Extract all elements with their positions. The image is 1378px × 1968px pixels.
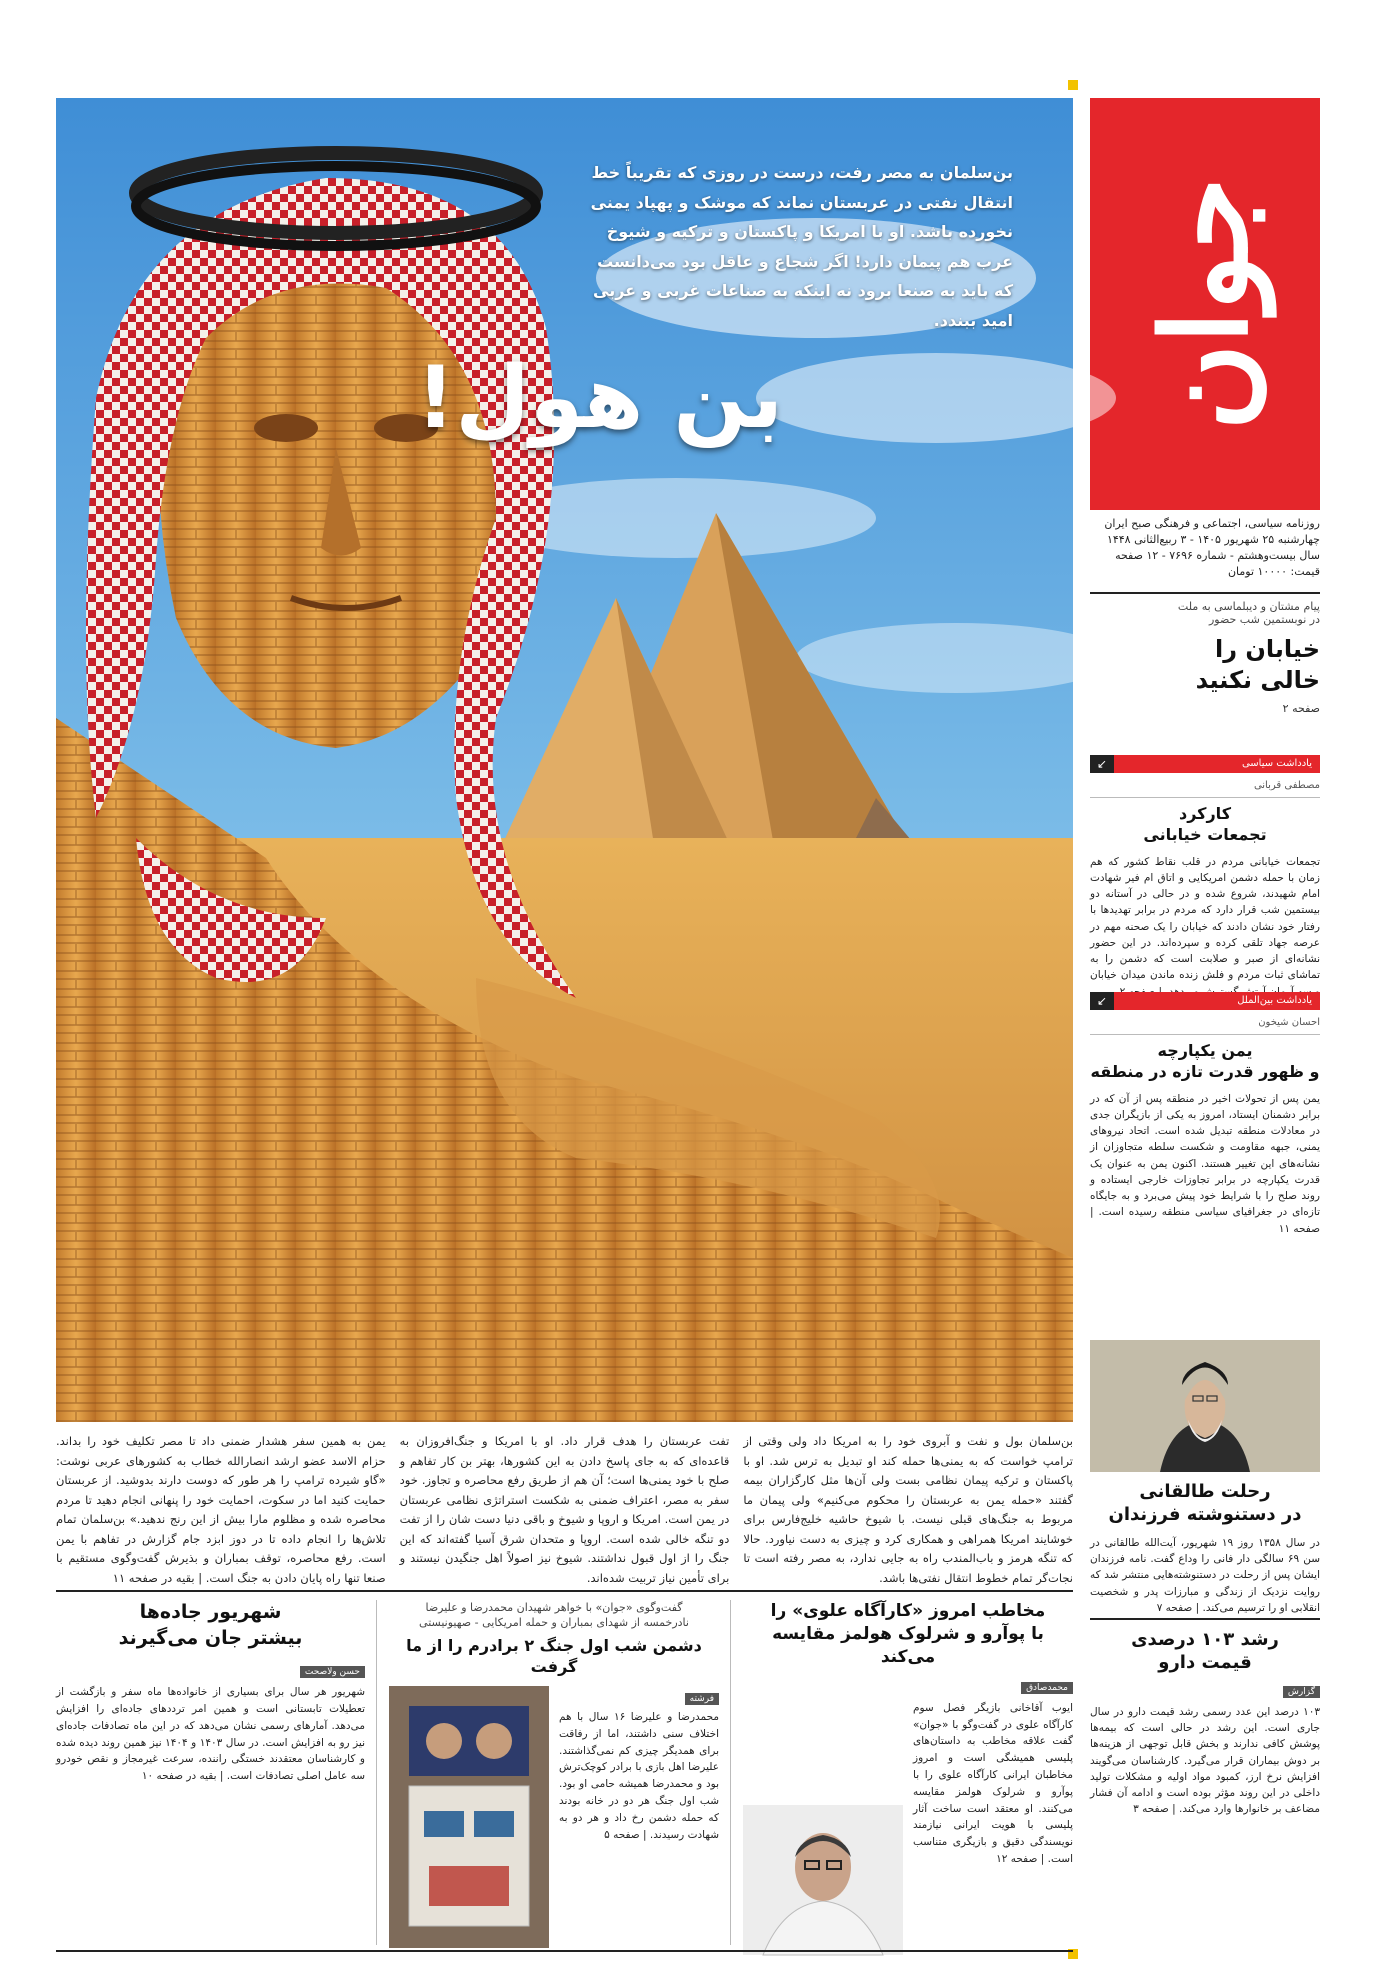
byline: حسن ولاصحت [300, 1666, 365, 1678]
headline: رشد ۱۰۳ درصدی [1131, 1629, 1279, 1650]
note-label: یادداشت بین‌الملل [1114, 992, 1320, 1010]
author: مصطفی قربانی [1253, 780, 1320, 791]
kicker: پیام مشتان و دیبلماسی به ملت [1177, 600, 1320, 613]
note-body: تجمعات خیابانی مردم در قلب نقاط کشور که هم زمان با حمله دشمن امریکایی و اتاق ام فیر شهادت امام شهیدند، شروع شده و در حالی در آستانه دو بیستمین شب قرار دارد که مردم در برابر تهدیدها با رفتار خود نشان دادند که خیابان را یک صحنه مهم در عرصه جهاد تلقی کرده و سپرده‌اند. در این حضور نشانه‌ای از صبر و صلابت است که دشمن را به تماشای ثبات مردم و فلش زنده ماندن میدان خیابان [1090, 855, 1320, 982]
hero-illustration [56, 98, 1073, 1422]
headline: شهریور جاده‌ها [139, 1601, 282, 1623]
note-political [1090, 780, 1320, 994]
hero-title: بن هول! [415, 348, 783, 448]
imprint-line: سال بیست‌و‌هشتم - شماره ۷۶۹۶ - ۱۲ صفحه [1115, 548, 1320, 562]
note-bar-political [1090, 754, 1320, 774]
kicker: نادرخمسه از شهدای بمباران و حمله امریکایی - صهیونیستی [419, 1616, 689, 1630]
grave-photo [389, 1686, 549, 1948]
arrow-icon: ↙ [1090, 992, 1114, 1010]
story-body: شهریور هر سال برای بسیاری از خانواده‌ها ماه سفر و بازگشت از تعطیلات تابستانی است و همین امر ترددهای جاده‌ای را افزایش می‌دهد. آمارهای رسمی نشان می‌دهد که در این ماه تصادفات جاده‌ای نیز رو به افزایش است. در سال ۱۴۰۳ و ۱۴۰۴ نیز همین روند دیده شده و کارشناسان معتقدند خستگی راننده، سرعت غیرمجاز و نقص خودرو سه عامل اصلی تصادفات است. | بقیه در صفحه ۱۰ [56, 1686, 365, 1783]
imprint [1090, 516, 1320, 580]
byline: فرشته [685, 1693, 719, 1705]
byline: محمدصادق [1021, 1682, 1073, 1694]
imprint-line: روزنامه سیاسی، اجتماعی و فرهنگی صبح ایران [1104, 517, 1320, 530]
lead-story-columns [55, 1432, 1073, 1585]
sidebar [1090, 98, 1320, 1943]
side-story-taleghani [1090, 1480, 1320, 1614]
headline: قیمت دارو [1158, 1652, 1252, 1674]
side-story-streets [1090, 600, 1320, 715]
kicker: در نوبستمین شب حضور [1208, 613, 1320, 626]
author: احسان شیخون [1258, 1017, 1320, 1028]
lead-column: تفت عربستان را هدف قرار داد. او با امریکا و جنگ‌افروزان به قاعده‌ای که به جای پاسخ دادن به این کشورها، بهتر بن کار تفاهم و صلح با خود یمنی‌ها است؛ آن هم از طریق رفع محاصره و تجاوز. خود سفر به مصر، اعتراف ضمنی به شکست استراتژی نظامی عربستان در یمن است. امریکا و اروپا و شیوخ و باقی دنیا دست شان را از تفت دو تنگه خالی شده است. اروپا و متحدان شرق آسیا گفته‌اند که این جنگ را از اول قبول نداشتند. شیوخ نیز اصولاً اهل جنگیدن نیستند و برای تأمین نیاز تربیت شده‌اند. [399, 1434, 730, 1585]
story-body: در سال ۱۳۵۸ روز ۱۹ شهریور، آیت‌الله طالقانی در سن ۶۹ سالگی دار فانی را وداع گفت. نامه فرزندان ایشان پس از رحلت در دستنوشته‌هایی منتشر شد که روایت نزدیک از زندگی و مبارزات پدر و شخصیت انقلابی او را ترسیم می‌کند. | صفحه ۷ [1090, 1536, 1320, 1614]
headline: بیشتر جان می‌گیرند [118, 1626, 303, 1649]
story-martyrs [389, 1600, 719, 1945]
column-rule [376, 1600, 377, 1945]
story-detective [743, 1600, 1073, 1945]
kicker: گفت‌وگوی «جوان» با خواهر شهیدان محمدرضا و علیرضا [425, 1601, 683, 1614]
headline: و ظهور قدرت تازه در منطقه [1090, 1061, 1320, 1081]
divider [56, 1950, 1073, 1952]
imprint-line: چهارشنبه ۲۵ شهریور ۱۴۰۵ - ۳ ربیع‌الثانی ۱۴۴۸ [1106, 532, 1320, 546]
divider [56, 1590, 1073, 1592]
bottom-stories [56, 1600, 1073, 1945]
portrait-photo [1090, 1340, 1320, 1472]
portrait-image [1090, 1340, 1320, 1472]
divider [1090, 592, 1320, 594]
column-rule [730, 1600, 731, 1945]
divider [1090, 797, 1320, 798]
byline: گزارش [1283, 1686, 1320, 1698]
headline: کارکرد [1179, 804, 1231, 823]
note-label: یادداشت سیاسی [1114, 755, 1320, 773]
interviewee-photo [743, 1805, 903, 1955]
story-body: ایوب آقاخانی بازیگر فصل سوم کارآگاه علوی در گفت‌وگو با «جوان» گفت علاقه مخاطب به داستان‌های پلیسی همیشگی است و امروز مخاطبان ایرانی کارآگاه علوی را با پوآرو و شرلوک هولمز مقایسه می‌کنند. او معتقد است ساخت آثار پلیسی با هویت ایرانی نیازمند نویسندگی دقیق و بازیگری متناسب است. | صفحه ۱۲ [913, 1701, 1073, 1865]
imprint-line: قیمت: ۱۰۰۰۰ تومان [1227, 564, 1320, 578]
note-international [1090, 1017, 1320, 1313]
headline: تجمعات خیابانی [1143, 824, 1267, 844]
headline: دشمن شب اول جنگ ۲ برادرم را از ما گرفت [406, 1635, 702, 1677]
side-story-medicine [1090, 1628, 1320, 1882]
arrow-icon: ↙ [1090, 755, 1114, 773]
story-roads [56, 1600, 365, 1945]
corner-mark [1068, 80, 1078, 90]
hero-lede: بن‌سلمان به مصر رفت، درست در روزی که تقریباً خط انتقال نفتی در عربستان نماند که موشک و پهپاد یمنی نخورده باشد. او با امریکا و پاکستان و ترکیه و شیوخ عرب هم پیمان دارد! اگر شجاع و عاقل بود می‌دانست که باید به صنعا برود نه اینکه به صناعات غربی و عربی امید ببندد. [590, 163, 1013, 330]
lead-column: یمن به همین سفر هشدار ضمنی داد تا مصر تکلیف خود را بداند. حزام الاسد عضو ارشد انصارالله خطاب به کشورهای عربی نوشت: «گاو شیرده ترامپ را هر طور که دوست دارند بدوشید. از عربستان حمایت کنید اما در سکوت، احمایت خود را پنهانی انجام دهید تا مردم محاصره شده و مظلوم مارا بیش از این رنج ندهید.» بن‌سلمان تمام تلاش‌ها را انجام داده تا در دوز ابزد جام گزارش در تفاهم با یمن است. رفع محاصره، توقف بمباران و بذیرش گفت‌وگوی مستقیم با صنعا تنها راه پایان دادن به جنگ است. | بقیه در صفحه ۱۱ [55, 1434, 386, 1585]
divider [1090, 1034, 1320, 1035]
masthead-logo: جوان [1135, 177, 1274, 431]
masthead [1090, 98, 1320, 510]
headline: یمن یکپارچه [1157, 1041, 1253, 1060]
headline: خیابان را خالی نکنید [1195, 635, 1320, 695]
note-bar-international [1090, 991, 1320, 1011]
divider [1090, 1618, 1320, 1620]
note-body: یمن پس از تحولات اخیر در منطقه پس از آن که در برابر دشمنان ایستاد، امروز به یکی از بازیگران جدی در معادلات منطقه تبدیل شده است. اتحاد نیروهای یمنی، جبهه مقاومت و شکست سلطه متجاوزان از نشانه‌های این تغییر هستند. اکنون یمن به عنوان یک قدرت یکپارچه در برابر تجاوزات خارجی ایستاده و روند صلح را با شرایط خود پیش می‌برد و به جایگاه تازه‌ای در جغرافیای سیاسی منطقه رسیده است. | صفحه ۱۱ [1090, 1092, 1320, 1235]
headline: در دستنوشته فرزندان [1108, 1504, 1302, 1526]
page-ref: صفحه ۲ [1282, 702, 1320, 716]
headline: مخاطب امروز «کارآگاه علوی» را [770, 1601, 1046, 1621]
story-body: ۱۰۳ درصد این عدد رسمی رشد قیمت دارو در سال جاری است. این رشد در حالی است که بیمه‌ها پوشش کافی ندارند و بخش قابل توجهی از هزینه‌ها بر دوش بیماران قرار می‌گیرد. کارشناسان می‌گویند افزایش نرخ ارز، کمبود مواد اولیه و مشکلات تولید داخلی در این روند مؤثر بوده است و ادامه آن فشار مضاعف بر خانوارها وارد می‌کند. | صفحه ۳ [1090, 1705, 1320, 1816]
lead-column: بن‌سلمان بول و نفت و آبروی خود را به امریکا داد ولی وقتی از ترامپ خواست که به یمنی‌ها حمله کند او تبدیل به ترس شد. او با پاکستان و ترکیه پیمان نظامی بست ولی آن‌ها مثل کارگزاران بیمه گفتند «حمله یمن به عربستان را محکوم می‌کنیم» ولی پیمان ما مربوط به جنگ‌های قبلی نیست. با شیوخ حاشیه خلیج‌فارس برای خوشایند امریکا همراهی و همکاری کرد و چیزی به دست نیاورد. حالا که تنگه هرمز و باب‌المندب راه به جایی ندارد، به مصر رفته است تا نجات‌گر تمام خطوط انتقال نفتی‌ها باشد. [743, 1434, 1073, 1585]
headline: با پوآرو و شرلوک هولمز مقایسه می‌کند [772, 1623, 1044, 1667]
story-body: محمدرضا و علیرضا ۱۶ سال با هم اختلاف سنی داشتند، اما از رفاقت برای همدیگر چیزی کم نمی‌گذاشتند. علیرضا اهل بازی با برادر کوچک‌ترش بود و محمدرضا همیشه حامی او بود. شب اول جنگ هر دو در خانه بودند که حمله دشمن رخ داد و هر دو به شهادت رسیدند. | صفحه ۵ [559, 1710, 719, 1841]
headline: رحلت طالقانی [1139, 1481, 1271, 1502]
